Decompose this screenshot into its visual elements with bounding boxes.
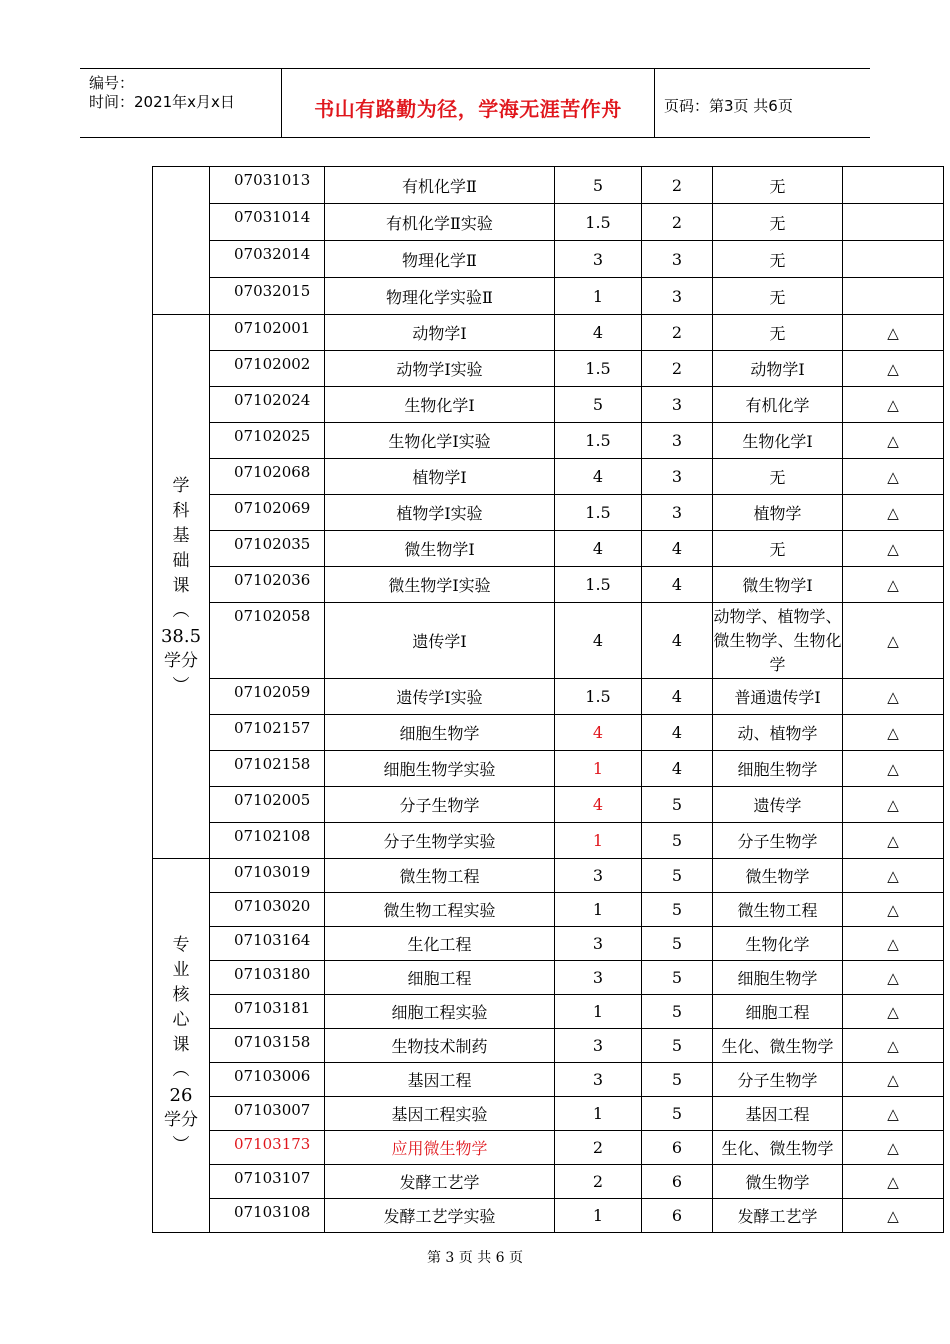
course-code-cell: 07102001	[210, 315, 325, 351]
table-row	[153, 351, 944, 387]
prerequisite-cell: 分子生物学	[713, 1063, 843, 1097]
table-row	[153, 167, 944, 204]
semester-cell: 4	[642, 531, 713, 567]
credits-cell: 3	[555, 927, 642, 961]
credits-cell: 2	[555, 1165, 642, 1199]
document-number-label: 编号：	[89, 74, 135, 92]
semester-cell: 5	[642, 995, 713, 1029]
category-credits-unit: 学分	[164, 1110, 198, 1130]
course-name-cell: 细胞生物学实验	[325, 751, 555, 787]
table-row	[153, 1097, 944, 1131]
course-name-cell: 发酵工艺学实验	[325, 1199, 555, 1233]
table-row	[153, 459, 944, 495]
semester-cell: 5	[642, 787, 713, 823]
table-row	[153, 567, 944, 603]
semester-cell: 2	[642, 204, 713, 241]
core-mark-cell: △	[843, 423, 944, 459]
category-char: 心	[172, 1010, 190, 1030]
course-name-cell: 微生物工程	[325, 859, 555, 893]
page-footer: 第 3 页 共 6 页	[426, 1250, 524, 1266]
semester-cell: 3	[642, 459, 713, 495]
course-code-cell: 07102108	[210, 823, 325, 859]
course-code-cell: 07103007	[210, 1097, 325, 1131]
course-code-cell: 07032014	[210, 241, 325, 278]
prerequisite-cell: 动物学、植物学、微生物学、生物化学	[713, 603, 843, 679]
credits-cell: 1.5	[555, 204, 642, 241]
semester-cell: 5	[642, 961, 713, 995]
category-label	[153, 474, 209, 699]
course-name-cell: 基因工程	[325, 1063, 555, 1097]
course-name-cell: 物理化学Ⅱ	[325, 241, 555, 278]
prerequisite-cell: 分子生物学	[713, 823, 843, 859]
core-mark-cell: △	[843, 1199, 944, 1233]
prerequisite-cell: 细胞生物学	[713, 961, 843, 995]
category-credits-unit: 学分	[164, 651, 198, 671]
course-code-cell: 07031013	[210, 167, 325, 204]
prerequisite-cell: 有机化学	[713, 387, 843, 423]
table-row	[153, 387, 944, 423]
core-mark-cell: △	[843, 927, 944, 961]
credits-cell: 5	[555, 387, 642, 423]
prerequisite-cell: 动物学Ⅰ	[713, 351, 843, 387]
semester-cell: 5	[642, 1029, 713, 1063]
course-name-cell: 生物技术制药	[325, 1029, 555, 1063]
table-row	[153, 531, 944, 567]
category-cell	[153, 859, 210, 1233]
credits-cell: 1	[555, 751, 642, 787]
category-credits: 38.5	[160, 626, 202, 647]
semester-cell: 4	[642, 679, 713, 715]
credits-cell: 1	[555, 823, 642, 859]
category-char: 专	[172, 935, 190, 955]
course-name-cell: 细胞工程实验	[325, 995, 555, 1029]
table-row	[153, 751, 944, 787]
credits-cell: 4	[555, 603, 642, 679]
table-row	[153, 927, 944, 961]
core-mark-cell: △	[843, 351, 944, 387]
prerequisite-cell: 生物化学	[713, 927, 843, 961]
semester-cell: 4	[642, 715, 713, 751]
category-char: 基	[172, 526, 190, 546]
category-char: 科	[172, 501, 190, 521]
credits-cell: 1	[555, 1097, 642, 1131]
course-name-cell: 动物学Ⅰ实验	[325, 351, 555, 387]
course-code-cell: 07102157	[210, 715, 325, 751]
semester-cell: 2	[642, 167, 713, 204]
core-mark-cell: △	[843, 1097, 944, 1131]
course-name-cell: 植物学Ⅰ实验	[325, 495, 555, 531]
semester-cell: 3	[642, 423, 713, 459]
course-name-cell: 物理化学实验Ⅱ	[325, 278, 555, 315]
credits-cell: 1	[555, 1199, 642, 1233]
course-name-cell: 分子生物学实验	[325, 823, 555, 859]
course-code-cell: 07032015	[210, 278, 325, 315]
table-row	[153, 278, 944, 315]
semester-cell: 5	[642, 893, 713, 927]
course-code-cell: 07102069	[210, 495, 325, 531]
course-code-cell: 07102005	[210, 787, 325, 823]
semester-cell: 2	[642, 351, 713, 387]
course-name-cell: 细胞生物学	[325, 715, 555, 751]
table-row	[153, 961, 944, 995]
prerequisite-cell: 微生物工程	[713, 893, 843, 927]
core-mark-cell: △	[843, 1063, 944, 1097]
course-name-cell: 有机化学Ⅱ实验	[325, 204, 555, 241]
semester-cell: 4	[642, 603, 713, 679]
course-code-cell: 07103180	[210, 961, 325, 995]
credits-cell: 5	[555, 167, 642, 204]
semester-cell: 4	[642, 567, 713, 603]
semester-cell: 6	[642, 1199, 713, 1233]
course-code-cell: 07102025	[210, 423, 325, 459]
core-mark-cell: △	[843, 315, 944, 351]
prerequisite-cell: 细胞生物学	[713, 751, 843, 787]
table-row	[153, 787, 944, 823]
semester-cell: 3	[642, 278, 713, 315]
prerequisite-cell: 无	[713, 315, 843, 351]
credits-cell: 4	[555, 459, 642, 495]
course-code-cell: 07102059	[210, 679, 325, 715]
course-code-cell: 07103181	[210, 995, 325, 1029]
semester-cell: 6	[642, 1131, 713, 1165]
table-row	[153, 893, 944, 927]
page-header	[80, 68, 870, 138]
credits-cell: 4	[555, 715, 642, 751]
semester-cell: 5	[642, 1063, 713, 1097]
prerequisite-cell: 微生物学	[713, 859, 843, 893]
course-code-cell: 07102024	[210, 387, 325, 423]
credits-cell: 1.5	[555, 495, 642, 531]
prerequisite-cell: 普通遗传学Ⅰ	[713, 679, 843, 715]
core-mark-cell: △	[843, 961, 944, 995]
credits-cell: 3	[555, 1063, 642, 1097]
table-row	[153, 315, 944, 351]
prerequisite-cell: 基因工程	[713, 1097, 843, 1131]
course-name-cell: 动物学Ⅰ	[325, 315, 555, 351]
table-row	[153, 1029, 944, 1063]
semester-cell: 6	[642, 1165, 713, 1199]
prerequisite-cell: 无	[713, 167, 843, 204]
course-name-cell: 遗传学Ⅰ	[325, 603, 555, 679]
course-name-cell: 微生物学Ⅰ实验	[325, 567, 555, 603]
semester-cell: 2	[642, 315, 713, 351]
header-motto: 书山有路勤为径，学海无涯苦作舟	[314, 97, 622, 121]
semester-cell: 5	[642, 1097, 713, 1131]
core-mark-cell	[843, 241, 944, 278]
table-row	[153, 204, 944, 241]
table-row	[153, 495, 944, 531]
core-mark-cell: △	[843, 1029, 944, 1063]
table-row	[153, 423, 944, 459]
credits-cell: 3	[555, 961, 642, 995]
course-name-cell: 生物化学Ⅰ	[325, 387, 555, 423]
category-credits: 26	[169, 1085, 193, 1106]
core-mark-cell: △	[843, 751, 944, 787]
credits-cell: 1.5	[555, 423, 642, 459]
prerequisite-cell: 无	[713, 241, 843, 278]
prerequisite-cell: 植物学	[713, 495, 843, 531]
prerequisite-cell: 细胞工程	[713, 995, 843, 1029]
document-time-label: 时间：2021年x月x日	[89, 93, 235, 111]
course-code-cell: 07102035	[210, 531, 325, 567]
course-code-cell: 07103019	[210, 859, 325, 893]
prerequisite-cell: 无	[713, 204, 843, 241]
category-open-paren: ︵	[172, 601, 190, 621]
course-name-cell: 基因工程实验	[325, 1097, 555, 1131]
course-table-body	[153, 167, 944, 1233]
course-code-cell: 07102068	[210, 459, 325, 495]
course-name-cell: 微生物学Ⅰ	[325, 531, 555, 567]
credits-cell: 3	[555, 859, 642, 893]
category-open-paren: ︵	[172, 1060, 190, 1080]
table-row	[153, 1199, 944, 1233]
core-mark-cell	[843, 167, 944, 204]
course-code-cell: 07102158	[210, 751, 325, 787]
course-name-cell: 微生物工程实验	[325, 893, 555, 927]
core-mark-cell: △	[843, 495, 944, 531]
prerequisite-cell: 生物化学Ⅰ	[713, 423, 843, 459]
core-mark-cell: △	[843, 567, 944, 603]
core-mark-cell: △	[843, 715, 944, 751]
category-char: 核	[172, 985, 190, 1005]
core-mark-cell	[843, 278, 944, 315]
core-mark-cell: △	[843, 531, 944, 567]
header-motto-cell	[282, 69, 655, 137]
core-mark-cell: △	[843, 787, 944, 823]
course-name-cell: 应用微生物学	[325, 1131, 555, 1165]
core-mark-cell: △	[843, 823, 944, 859]
credits-cell: 3	[555, 241, 642, 278]
prerequisite-cell: 微生物学Ⅰ	[713, 567, 843, 603]
core-mark-cell: △	[843, 603, 944, 679]
credits-cell: 1.5	[555, 351, 642, 387]
prerequisite-cell: 微生物学	[713, 1165, 843, 1199]
table-row	[153, 1131, 944, 1165]
core-mark-cell: △	[843, 893, 944, 927]
category-cell	[153, 315, 210, 859]
course-name-cell: 发酵工艺学	[325, 1165, 555, 1199]
core-mark-cell: △	[843, 459, 944, 495]
semester-cell: 5	[642, 927, 713, 961]
prerequisite-cell: 动、植物学	[713, 715, 843, 751]
credits-cell: 4	[555, 531, 642, 567]
course-name-cell: 生物化学Ⅰ实验	[325, 423, 555, 459]
semester-cell: 3	[642, 241, 713, 278]
course-name-cell: 植物学Ⅰ	[325, 459, 555, 495]
credits-cell: 1	[555, 893, 642, 927]
core-mark-cell	[843, 204, 944, 241]
course-code-cell: 07103164	[210, 927, 325, 961]
credits-cell: 4	[555, 787, 642, 823]
table-row	[153, 995, 944, 1029]
course-code-cell: 07103173	[210, 1131, 325, 1165]
table-row	[153, 715, 944, 751]
core-mark-cell: △	[843, 995, 944, 1029]
semester-cell: 3	[642, 495, 713, 531]
prerequisite-cell: 无	[713, 278, 843, 315]
course-code-cell: 07102058	[210, 603, 325, 679]
prerequisite-cell: 遗传学	[713, 787, 843, 823]
category-char: 础	[172, 551, 190, 571]
table-row	[153, 823, 944, 859]
course-code-cell: 07102002	[210, 351, 325, 387]
core-mark-cell: △	[843, 387, 944, 423]
credits-cell: 1.5	[555, 679, 642, 715]
category-close-paren: ︶	[172, 1135, 190, 1155]
credits-cell: 3	[555, 1029, 642, 1063]
semester-cell: 3	[642, 387, 713, 423]
credits-cell: 4	[555, 315, 642, 351]
category-char: 课	[172, 1035, 190, 1055]
header-meta	[80, 69, 282, 137]
header-page-label: 页码：第3页 共6页	[664, 97, 793, 115]
semester-cell: 5	[642, 823, 713, 859]
credits-cell: 1	[555, 995, 642, 1029]
table-row	[153, 679, 944, 715]
credits-cell: 1	[555, 278, 642, 315]
category-label	[153, 933, 209, 1158]
credits-cell: 2	[555, 1131, 642, 1165]
table-row	[153, 859, 944, 893]
course-name-cell: 遗传学Ⅰ实验	[325, 679, 555, 715]
semester-cell: 4	[642, 751, 713, 787]
course-name-cell: 有机化学Ⅱ	[325, 167, 555, 204]
table-row	[153, 241, 944, 278]
category-close-paren: ︶	[172, 676, 190, 696]
prerequisite-cell: 发酵工艺学	[713, 1199, 843, 1233]
semester-cell: 5	[642, 859, 713, 893]
header-page-cell	[655, 69, 870, 137]
credits-cell: 1.5	[555, 567, 642, 603]
core-mark-cell: △	[843, 679, 944, 715]
course-code-cell: 07103107	[210, 1165, 325, 1199]
course-code-cell: 07103158	[210, 1029, 325, 1063]
core-mark-cell: △	[843, 1165, 944, 1199]
table-row	[153, 1063, 944, 1097]
table-row	[153, 1165, 944, 1199]
course-code-cell: 07103108	[210, 1199, 325, 1233]
course-code-cell: 07102036	[210, 567, 325, 603]
course-code-cell: 07103020	[210, 893, 325, 927]
prerequisite-cell: 无	[713, 531, 843, 567]
category-char: 学	[172, 476, 190, 496]
course-name-cell: 分子生物学	[325, 787, 555, 823]
table-row	[153, 603, 944, 679]
course-name-cell: 细胞工程	[325, 961, 555, 995]
prerequisite-cell: 无	[713, 459, 843, 495]
prerequisite-cell: 生化、微生物学	[713, 1131, 843, 1165]
course-code-cell: 07031014	[210, 204, 325, 241]
core-mark-cell: △	[843, 859, 944, 893]
course-name-cell: 生化工程	[325, 927, 555, 961]
category-cell	[153, 167, 210, 315]
course-table	[152, 166, 944, 1233]
core-mark-cell: △	[843, 1131, 944, 1165]
prerequisite-cell: 生化、微生物学	[713, 1029, 843, 1063]
course-code-cell: 07103006	[210, 1063, 325, 1097]
category-char: 业	[172, 960, 190, 980]
category-char: 课	[172, 576, 190, 596]
